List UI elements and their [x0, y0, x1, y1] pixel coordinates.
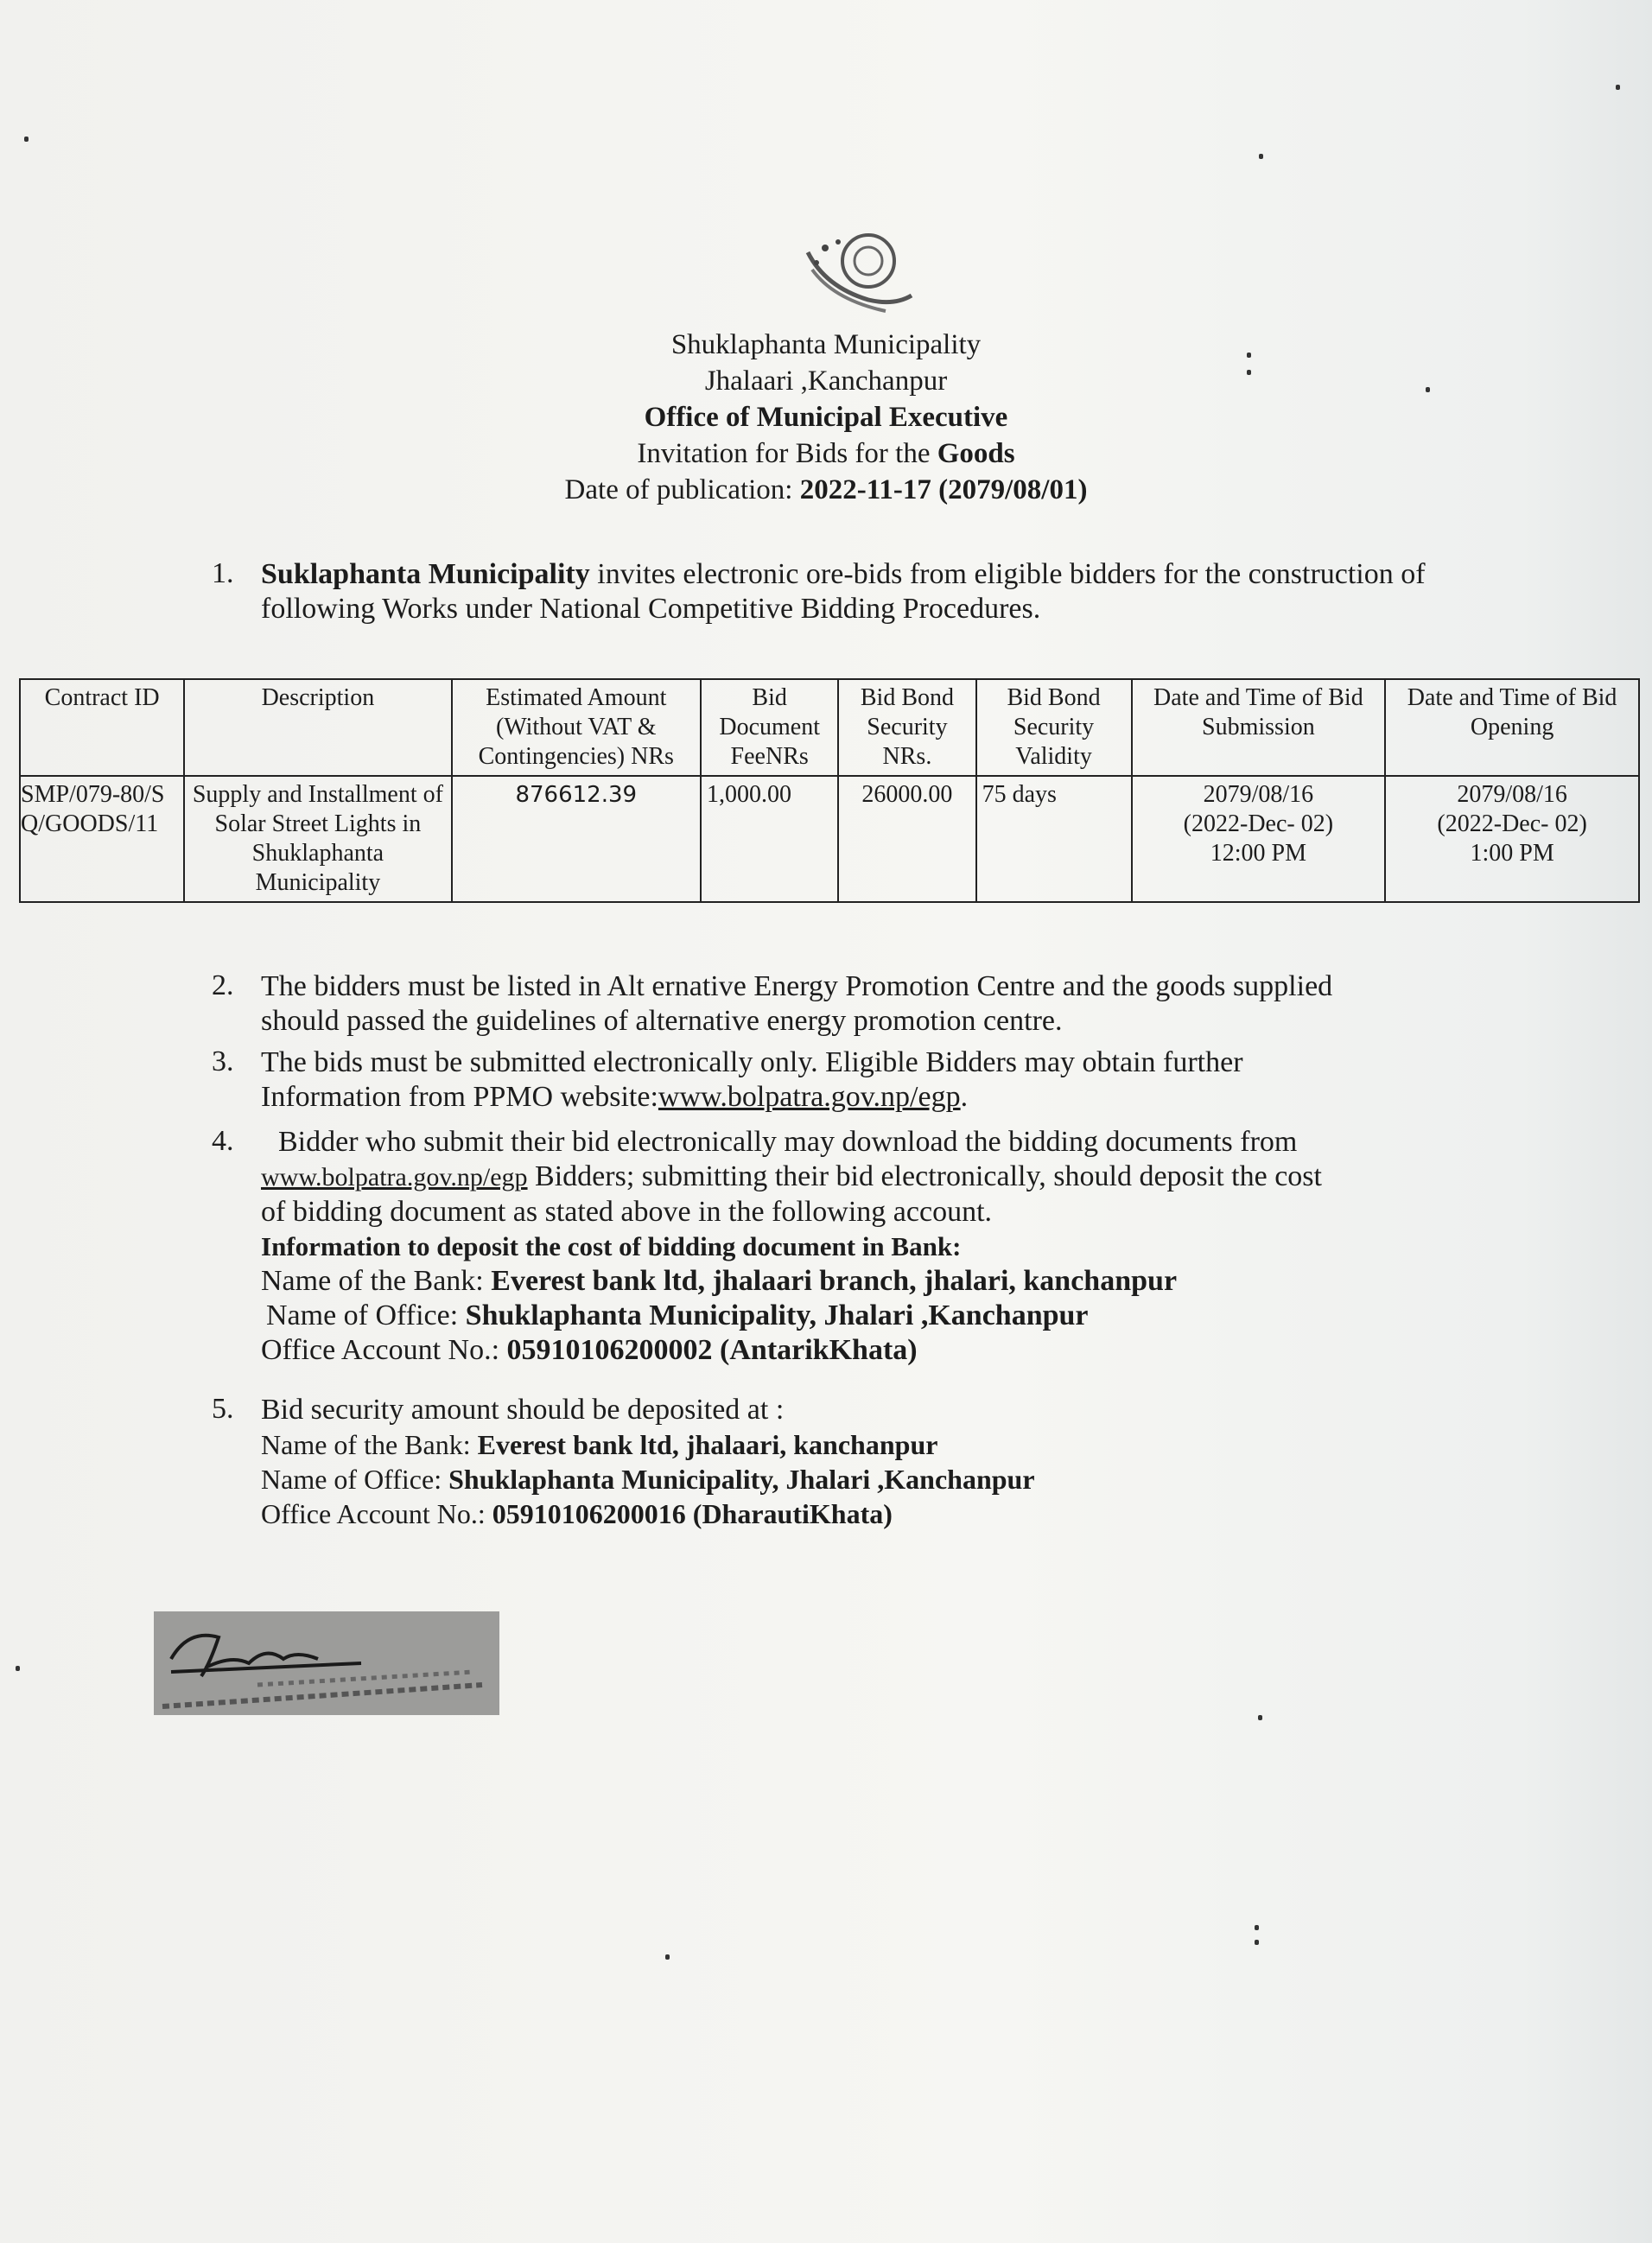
item-3-text: The bids must be submitted electronically only. Eligible Bidders may obtain further Information from PPMO website:www.bolpatra.gov.np/egp.	[261, 1046, 1243, 1113]
invitation-title: Invitation for Bids for the Goods	[637, 438, 1015, 469]
header-doc-fee: Bid Document FeeNRs	[701, 679, 838, 776]
municipality-logo-icon	[791, 226, 920, 321]
municipality-name: Shuklaphanta Municipality	[670, 329, 982, 360]
item-5-text: Bid security amount should be deposited at : Name of the Bank: Everest bank ltd, jhalaari, kanchanpur Name of Office: Shuklaphanta Municipality, Jhalari ,Kanchanpur Office Account No.: 05910106200016 (DharautiKhata)	[261, 1394, 1035, 1529]
item-1-number: 1.	[212, 557, 234, 589]
ppmo-link[interactable]: www.bolpatra.gov.np/egp	[658, 1081, 961, 1113]
table-header-row	[20, 679, 1639, 776]
header-opening: Date and Time of Bid Opening	[1385, 679, 1639, 776]
cell-description: Supply and Installment of Solar Street Lights in Shuklaphanta Municipality	[184, 776, 451, 902]
cell-estimated-amount: 876612.39	[452, 776, 702, 902]
header-estimated-amount: Estimated Amount (Without VAT & Contingencies) NRs	[452, 679, 702, 776]
speck	[1255, 1925, 1259, 1930]
signature-icon	[154, 1611, 499, 1715]
cell-contract-id: SMP/079-80/SQ/GOODS/11	[20, 776, 184, 902]
cell-bond-security: 26000.00	[838, 776, 975, 902]
cell-validity: 75 days	[976, 776, 1132, 902]
speck	[16, 1666, 20, 1671]
speck	[1258, 1715, 1262, 1720]
speck	[1255, 1940, 1259, 1945]
header-contract-id: Contract ID	[20, 679, 184, 776]
document-header	[0, 327, 1652, 508]
header-validity: Bid Bond Security Validity	[976, 679, 1132, 776]
item-4-number: 4.	[212, 1125, 234, 1157]
cell-submission: 2079/08/16 (2022-Dec- 02) 12:00 PM	[1132, 776, 1386, 902]
cell-doc-fee: 1,000.00	[701, 776, 838, 902]
item-3-number: 3.	[212, 1045, 234, 1077]
speck	[1247, 353, 1251, 358]
office-name: Office of Municipal Executive	[644, 402, 1008, 433]
bank-info-heading: Information to deposit the cost of bidding document in Bank:	[261, 1231, 962, 1261]
item-2-text: The bidders must be listed in Alt ernative Energy Promotion Centre and the goods supplied should passed the guidelines of alternative energy promotion centre.	[261, 970, 1333, 1037]
speck	[1426, 387, 1430, 392]
bolpatra-link[interactable]: www.bolpatra.gov.np/egp	[261, 1163, 528, 1191]
header-bond-security: Bid Bond Security NRs.	[838, 679, 975, 776]
municipality-address: Jhalaari ,Kanchanpur	[704, 365, 948, 397]
signature-stamp	[154, 1611, 499, 1715]
speck	[1247, 370, 1251, 375]
speck	[665, 1954, 670, 1960]
publication-date: Date of publication: 2022-11-17 (2079/08/01)	[564, 474, 1088, 505]
item-2-number: 2.	[212, 969, 234, 1001]
bid-table	[19, 678, 1640, 903]
item-4-text: Bidder who submit their bid electronically may download the bidding documents from www.bolpatra.gov.np/egp Bidders; submitting their bid electronically, should deposit the cost of bidding document as stated above in the following account. Information to deposit the cost of bidding document in Bank: Name of the Bank: Everest bank ltd, jhalaari branch, jhalari, kanchanpur Name of Office: Shuklaphanta Municipality, Jhalari ,Kanchanpur Office Account No.: 05910106200002 (AntarikKhata)	[261, 1125, 1626, 1368]
item-1-text: Suklaphanta Municipality invites electronic ore-bids from eligible bidders for the construction of following Works under National Competitive Bidding Procedures.	[261, 558, 1426, 625]
speck	[24, 137, 29, 142]
header-description: Description	[184, 679, 451, 776]
table-row	[20, 776, 1639, 902]
speck	[1616, 85, 1620, 90]
header-submission: Date and Time of Bid Submission	[1132, 679, 1386, 776]
cell-opening: 2079/08/16 (2022-Dec- 02) 1:00 PM	[1385, 776, 1639, 902]
speck	[1259, 154, 1263, 159]
item-5-number: 5.	[212, 1393, 234, 1425]
